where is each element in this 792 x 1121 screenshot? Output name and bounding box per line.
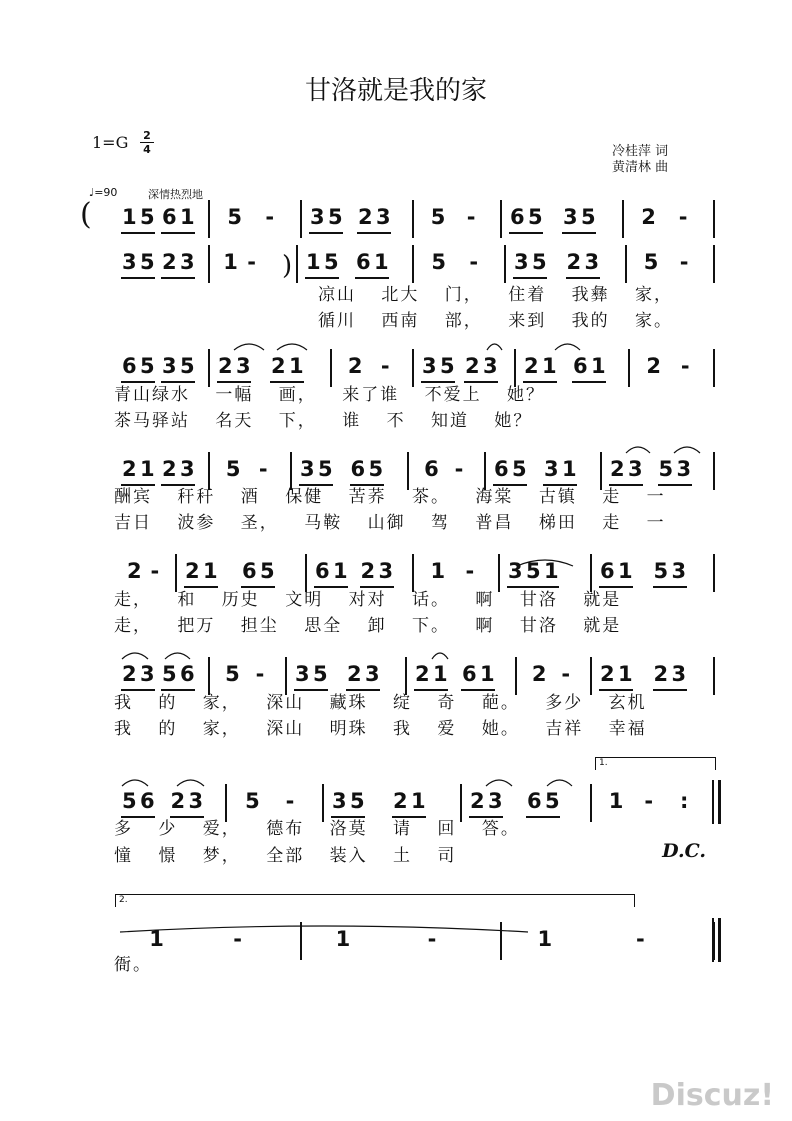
- note: 5: [658, 457, 674, 481]
- dash-note: -: [233, 927, 242, 951]
- note: 2: [122, 662, 137, 686]
- lyricist: 冷桂萍 词: [612, 144, 669, 159]
- note: 5: [526, 559, 541, 583]
- note: 6: [162, 205, 177, 229]
- note: 2: [185, 559, 200, 583]
- dash-note: -: [255, 662, 265, 686]
- note: 2: [415, 662, 430, 686]
- note: 6: [424, 457, 439, 481]
- note: 6: [350, 457, 366, 481]
- note: 2: [653, 662, 669, 686]
- note: 1: [542, 354, 557, 378]
- note: 5: [581, 205, 596, 229]
- note: 3: [122, 250, 137, 274]
- note: 5: [313, 662, 328, 686]
- note: 5: [318, 457, 333, 481]
- lyric-line-1: 青山绿水 一幅 画， 来了谁 不爱上 她？: [114, 385, 546, 405]
- dash-note: -: [680, 354, 690, 378]
- slur: [487, 344, 502, 350]
- slur: [626, 447, 650, 453]
- note: 5: [350, 789, 365, 813]
- dash-note: -: [247, 250, 256, 274]
- note: 2: [358, 205, 373, 229]
- note: 2: [465, 354, 480, 378]
- note: 1: [203, 559, 218, 583]
- note: 1: [430, 559, 446, 583]
- repeat-close-paren: ): [282, 251, 293, 281]
- note: 5: [324, 250, 339, 274]
- lyric-line-1: 衙。: [114, 955, 152, 975]
- note: 5: [227, 205, 243, 229]
- note: 2: [566, 250, 582, 274]
- note: 5: [431, 250, 447, 274]
- note: 3: [544, 457, 559, 481]
- note: 5: [328, 205, 343, 229]
- note: 5: [512, 457, 527, 481]
- dash-note: -: [265, 205, 275, 229]
- note: 3: [488, 789, 503, 813]
- note: 3: [300, 457, 315, 481]
- slur: [177, 780, 204, 786]
- note: 1: [433, 662, 448, 686]
- note: 2: [641, 205, 656, 229]
- note: 2: [470, 789, 485, 813]
- note: 6: [494, 457, 509, 481]
- note: 3: [310, 205, 325, 229]
- note: 5: [260, 559, 275, 583]
- note: 2: [218, 354, 233, 378]
- note: 2: [646, 354, 661, 378]
- note: 1: [374, 250, 389, 274]
- note: 1: [335, 927, 351, 951]
- note: 5: [440, 354, 455, 378]
- slur: [674, 447, 700, 453]
- meter-top: 2: [143, 129, 151, 142]
- dash-note: -: [285, 789, 295, 813]
- note: 3: [295, 662, 310, 686]
- lyric-line-2: 憧 憬 梦， 全部 装入 土 司: [114, 846, 457, 866]
- watermark-logo: Discuz!: [650, 1078, 774, 1113]
- dash-note: -: [380, 354, 390, 378]
- note: 3: [188, 789, 204, 813]
- note: 6: [140, 789, 155, 813]
- note: 2: [271, 354, 286, 378]
- note: 1: [480, 662, 495, 686]
- lyric-line-1: 凉山 北大 门， 住着 我彝 家，: [318, 285, 674, 305]
- note: 3: [180, 250, 195, 274]
- note: 3: [483, 354, 498, 378]
- note: 5: [643, 250, 659, 274]
- dash-note: -: [561, 662, 571, 686]
- note: 2: [524, 354, 539, 378]
- lyric-line-1: 酬宾 秆秆 酒 保健 苦荞 茶。 海棠 古镇 走 一: [114, 487, 666, 507]
- slur: [120, 926, 528, 932]
- note: 3: [180, 457, 195, 481]
- note: 1: [223, 250, 238, 274]
- note: 1: [544, 559, 559, 583]
- note: 3: [508, 559, 523, 583]
- note: 1: [122, 205, 137, 229]
- note: 6: [122, 354, 137, 378]
- note: 2: [170, 789, 186, 813]
- lyric-line-2: 我 的 家， 深山 明珠 我 爱 她。 吉祥 幸福: [114, 719, 647, 739]
- slur: [165, 653, 190, 659]
- dash-note: -: [636, 927, 645, 951]
- note: 1: [608, 789, 624, 813]
- note: 6: [180, 662, 195, 686]
- meter-bottom: 4: [143, 143, 151, 156]
- note: 1: [180, 205, 195, 229]
- key-signature: 1=G: [92, 133, 129, 152]
- repeat-open-paren: (: [80, 197, 92, 232]
- composer: 黄清林 曲: [612, 160, 669, 175]
- note: 3: [140, 662, 155, 686]
- note: 1: [618, 662, 633, 686]
- note: 3: [236, 354, 251, 378]
- note: 1: [149, 927, 164, 951]
- note: 5: [368, 457, 384, 481]
- note: 5: [162, 662, 177, 686]
- note: 2: [393, 789, 408, 813]
- expression-mark: 深情热烈地: [148, 188, 203, 201]
- note: 5: [528, 205, 543, 229]
- dash-note: -: [465, 559, 475, 583]
- note: 3: [514, 250, 529, 274]
- note: 6: [315, 559, 330, 583]
- lyric-line-1: 走， 和 历史 文明 对对 话。 啊 甘洛 就是: [114, 590, 622, 610]
- dash-note: -: [469, 250, 479, 274]
- note: 3: [162, 354, 177, 378]
- note: 5: [180, 354, 195, 378]
- dash-note: -: [679, 250, 689, 274]
- note: 5: [532, 250, 547, 274]
- note: 6: [573, 354, 588, 378]
- slur: [555, 344, 580, 350]
- lyric-line-1: 多 少 爱， 德布 洛莫 请 回 答。: [114, 819, 520, 839]
- note: 5: [430, 205, 446, 229]
- note: 2: [347, 662, 362, 686]
- dash-note: -: [678, 205, 688, 229]
- lyric-line-2: 茶马驿站 名天 下， 谁 不 知道 她？: [114, 411, 533, 431]
- slur: [122, 780, 148, 786]
- note: 5: [245, 789, 260, 813]
- note: 1: [140, 457, 155, 481]
- note: 2: [162, 457, 177, 481]
- dash-note: -: [644, 789, 654, 813]
- note: 5: [653, 559, 669, 583]
- note: 1: [411, 789, 426, 813]
- lyric-line-2: 循川 西南 部， 来到 我的 家。: [318, 311, 674, 331]
- da-capo: D.C.: [662, 840, 706, 862]
- repeat-dots: :: [680, 789, 689, 813]
- note: 6: [462, 662, 477, 686]
- note: 1: [618, 559, 633, 583]
- dash-note: -: [150, 559, 160, 583]
- note: 2: [600, 662, 615, 686]
- note: 3: [676, 457, 692, 481]
- slur: [486, 780, 512, 786]
- lyric-line-2: 走， 把万 担尘 思全 卸 下。 啊 甘洛 就是: [114, 616, 622, 636]
- note: 1: [562, 457, 577, 481]
- lyric-line-2: 吉日 波参 圣， 马鞍 山御 驾 普昌 梯田 走 一: [114, 513, 666, 533]
- note: 6: [510, 205, 525, 229]
- dash-note: -: [454, 457, 464, 481]
- note: 3: [365, 662, 380, 686]
- dash-note: -: [466, 205, 476, 229]
- note: 1: [306, 250, 321, 274]
- slur: [517, 560, 573, 566]
- note: 5: [140, 250, 155, 274]
- note: 2: [347, 354, 363, 378]
- slur: [122, 653, 148, 659]
- note: 3: [332, 789, 347, 813]
- note: 6: [600, 559, 615, 583]
- note: 2: [162, 250, 177, 274]
- note: 3: [378, 559, 394, 583]
- note: 3: [671, 559, 687, 583]
- note: 1: [289, 354, 304, 378]
- note: 1: [333, 559, 348, 583]
- note: 6: [356, 250, 371, 274]
- volta-first: 1.: [595, 757, 716, 770]
- note: 5: [122, 789, 137, 813]
- tempo-mark: ♩=90: [89, 186, 118, 199]
- note: 5: [545, 789, 560, 813]
- note: 1: [591, 354, 606, 378]
- note: 3: [671, 662, 687, 686]
- note: 3: [376, 205, 391, 229]
- lyric-line-1: 我 的 家， 深山 藏珠 绽 奇 葩。 多少 玄机: [114, 693, 647, 713]
- note: 3: [584, 250, 600, 274]
- note: 6: [242, 559, 257, 583]
- slur: [277, 344, 307, 350]
- note: 2: [127, 559, 142, 583]
- note: 1: [537, 927, 553, 951]
- volta-second: 2.: [115, 894, 635, 907]
- note: 3: [422, 354, 437, 378]
- note: 2: [360, 559, 376, 583]
- slur: [547, 780, 572, 786]
- dash-note: -: [427, 927, 437, 951]
- note: 5: [140, 354, 155, 378]
- note: 5: [225, 662, 240, 686]
- note: 5: [225, 457, 241, 481]
- slur: [234, 344, 264, 350]
- note: 2: [122, 457, 137, 481]
- note: 3: [563, 205, 578, 229]
- page-title: 甘洛就是我的家: [304, 76, 487, 106]
- note: 2: [531, 662, 547, 686]
- note: 5: [140, 205, 155, 229]
- note: 6: [527, 789, 542, 813]
- dash-note: -: [258, 457, 268, 481]
- note: 2: [610, 457, 625, 481]
- slur: [432, 653, 448, 659]
- note: 3: [628, 457, 643, 481]
